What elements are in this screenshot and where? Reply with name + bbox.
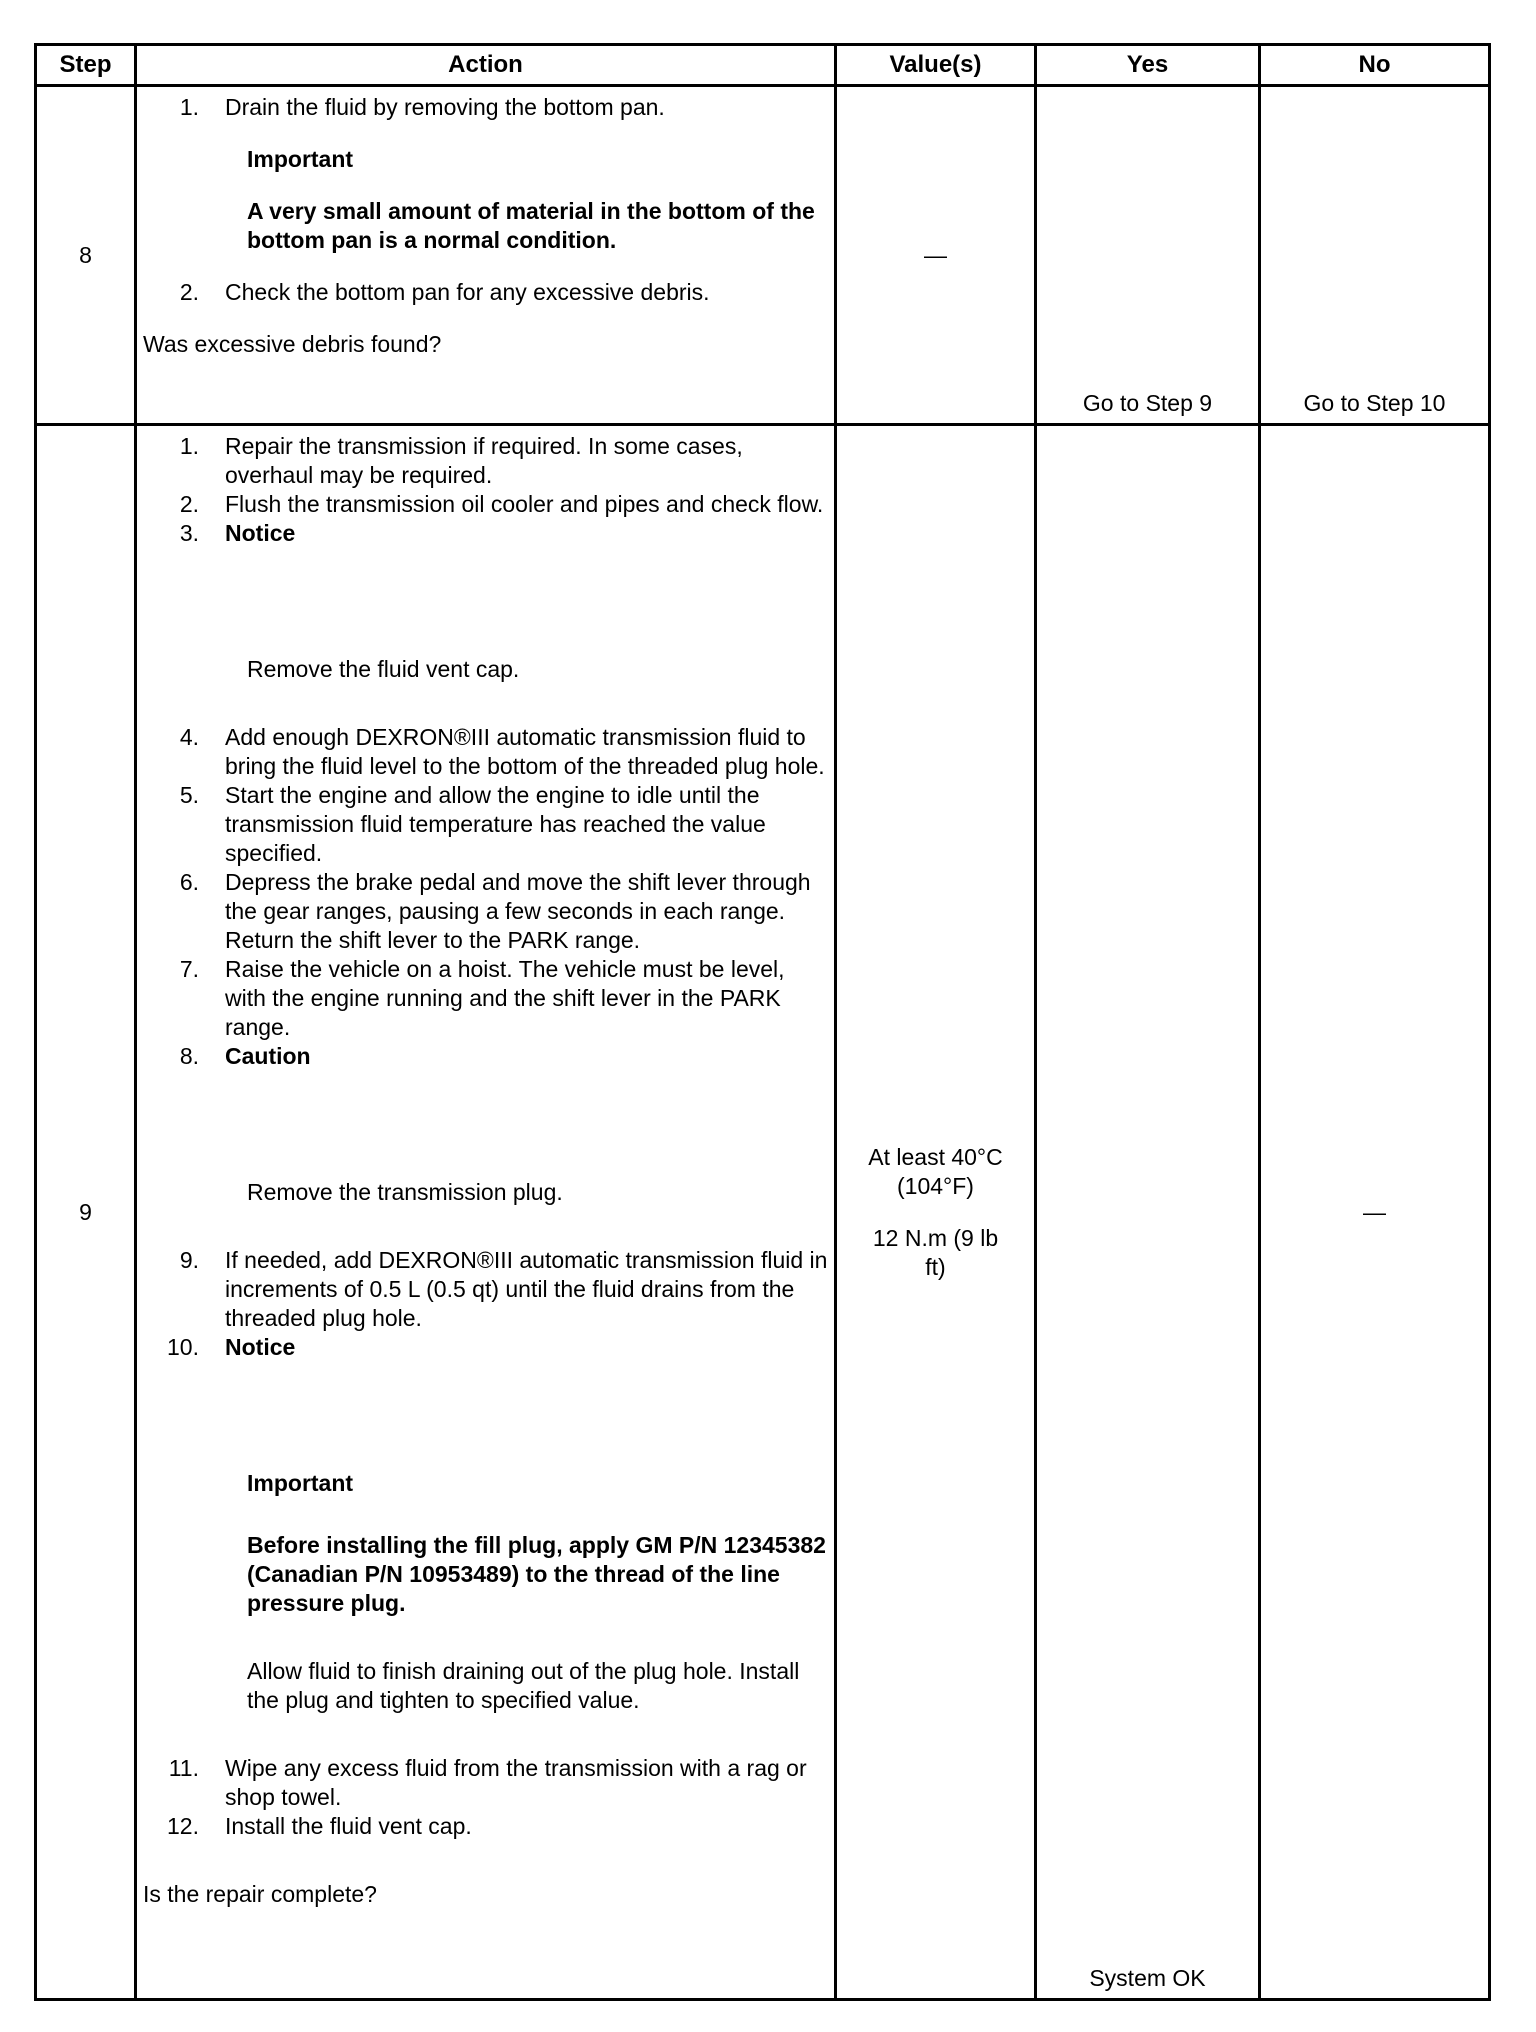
step-8-important-label: Important: [247, 146, 354, 172]
step-9-item-11: 11. Wipe any excess fluid from the transmission with a rag or shop towel.: [143, 1754, 828, 1812]
step-9-item-12: 12. Install the fluid vent cap.: [143, 1812, 828, 1841]
step-9-row: [36, 425, 1490, 2000]
step-8-no: Go to Step 10: [1303, 390, 1446, 416]
step-9-item-3-text: Notice: [225, 520, 296, 546]
header-yes: Yes: [1036, 45, 1260, 86]
step-9-question: Is the repair complete?: [143, 1881, 377, 1907]
step-9-value-temp: At least 40°C (104°F): [868, 1143, 1003, 1199]
step-9-item-1: 1. Repair the transmission if required. In some cases, overhaul may be required.: [143, 432, 828, 490]
step-9-number: 9: [36, 425, 136, 2000]
step-9-item-10-detail: Allow fluid to finish draining out of the plug hole. Install the plug and tighten to specified value.: [247, 1658, 800, 1713]
step-8-important-text: A very small amount of material in the bottom of the bottom pan is a normal condition.: [247, 198, 815, 253]
step-9-item-7: 7. Raise the vehicle on a hoist. The vehicle must be level, with the engine running and the shift lever in the PARK range.: [143, 955, 828, 1042]
step-9-item-8: 8. Caution: [143, 1042, 828, 1071]
step-9-item-8-text: Caution: [225, 1043, 311, 1069]
step-9-item-4-text: Add enough DEXRON®III automatic transmission fluid to bring the fluid level to the bottom of the threaded plug hole.: [225, 724, 825, 779]
step-9-item-2: 2. Flush the transmission oil cooler and pipes and check flow.: [143, 490, 828, 519]
diagnostic-table: [34, 43, 1491, 2001]
step-8-item-2: 2. Check the bottom pan for any excessive debris.: [143, 278, 828, 307]
step-8-yes: Go to Step 9: [1082, 390, 1213, 416]
step-8-item-1: 1. Drain the fluid by removing the bottom pan.: [143, 93, 828, 122]
step-9-item-3: 3. Notice: [143, 519, 828, 548]
step-9-item-9-text: If needed, add DEXRON®III automatic transmission fluid in increments of 0.5 L (0.5 qt) until the fluid drains from the threaded plug hole.: [225, 1247, 828, 1331]
step-9-item-7-text: Raise the vehicle on a hoist. The vehicle must be level, with the engine running and the shift lever in the PARK range.: [225, 956, 785, 1040]
step-8-item-2-text: Check the bottom pan for any excessive debris.: [225, 279, 710, 305]
step-9-item-5: 5. Start the engine and allow the engine to idle until the transmission fluid temperature has reached the value specified.: [143, 781, 828, 868]
step-9-yes: System OK: [1089, 1965, 1206, 1991]
step-8-no-cell: [1260, 86, 1490, 425]
step-8-row: [36, 86, 1490, 425]
step-9-action: [136, 425, 836, 2000]
step-9-item-6: 6. Depress the brake pedal and move the shift lever through the gear ranges, pausing a few seconds in each range. Return the shift lever to the PARK range.: [143, 868, 828, 955]
step-9-item-3-detail: Remove the fluid vent cap.: [247, 656, 520, 682]
step-9-item-4: 4. Add enough DEXRON®III automatic transmission fluid to bring the fluid level to the bottom of the threaded plug hole.: [143, 723, 828, 781]
header-row: [36, 45, 1490, 86]
step-9-item-2-text: Flush the transmission oil cooler and pipes and check flow.: [225, 491, 824, 517]
header-values: Value(s): [836, 45, 1036, 86]
step-9-item-5-text: Start the engine and allow the engine to idle until the transmission fluid temperature has reached the value specified.: [225, 782, 766, 866]
header-no: No: [1260, 45, 1490, 86]
header-step: Step: [36, 45, 136, 86]
step-8-number: 8: [36, 86, 136, 425]
step-9-values: [836, 425, 1036, 2000]
header-action: Action: [136, 45, 836, 86]
step-8-yes-cell: [1036, 86, 1260, 425]
step-8-action: [136, 86, 836, 425]
step-9-item-11-text: Wipe any excess fluid from the transmission with a rag or shop towel.: [225, 1755, 807, 1810]
step-9-no: —: [1260, 425, 1490, 2000]
step-9-item-6-text: Depress the brake pedal and move the shift lever through the gear ranges, pausing a few seconds in each range. Return the shift lever to the PARK range.: [225, 869, 811, 953]
step-8-value: —: [836, 86, 1036, 425]
step-8-item-1-text: Drain the fluid by removing the bottom pan.: [225, 94, 665, 120]
step-9-important-label: Important: [247, 1470, 354, 1496]
step-9-item-1-text: Repair the transmission if required. In some cases, overhaul may be required.: [225, 433, 743, 488]
step-9-item-8-detail: Remove the transmission plug.: [247, 1179, 563, 1205]
step-9-yes-cell: [1036, 425, 1260, 2000]
step-9-item-12-text: Install the fluid vent cap.: [225, 1813, 472, 1839]
step-9-value-torque: 12 N.m (9 lb ft): [872, 1224, 999, 1280]
step-9-important-text: Before installing the fill plug, apply GM P/N 12345382 (Canadian P/N 10953489) to the thread of the line pressure plug.: [247, 1532, 826, 1616]
step-9-item-10: 10. Notice: [143, 1333, 828, 1362]
step-9-item-9: 9. If needed, add DEXRON®III automatic transmission fluid in increments of 0.5 L (0.5 qt) until the fluid drains from the threaded plug hole.: [179, 1247, 828, 1331]
step-8-question: Was excessive debris found?: [143, 331, 442, 357]
step-9-item-10-text: Notice: [225, 1334, 296, 1360]
